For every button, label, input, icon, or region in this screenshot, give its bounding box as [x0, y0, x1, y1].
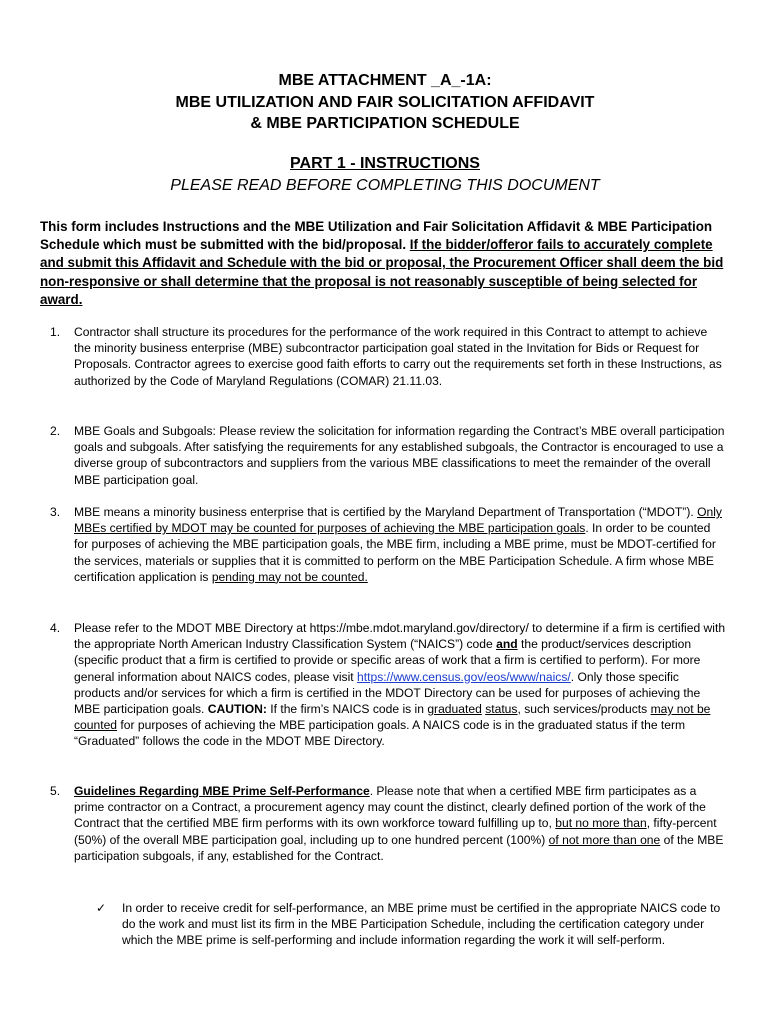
item-number: 1.: [50, 325, 61, 339]
instruction-item-5: [50, 783, 726, 864]
intro-warning: If the bidder/offeror fails to accurately complete and submit this Affidavit and Schedule with the bid or proposal, the Procurement Officer shall deem the bid non-responsive or shall determine that the proposal is not reasonably susceptible of being selected for award.: [40, 237, 724, 307]
item-text-underlined: Only MBEs certified by MDOT may be counted for purposes of achieving the MBE participation goals: [74, 505, 722, 536]
item-text-underlined: of not more than one: [548, 832, 661, 847]
part-heading: [0, 153, 770, 174]
instruction-item-2: [50, 423, 726, 488]
schedule-title: & MBE PARTICIPATION SCHEDULE: [250, 115, 520, 132]
caution-label: CAUTION:: [207, 702, 267, 717]
item-number: 4.: [50, 621, 61, 635]
item-text-part: Please refer to the MDOT MBE Directory at https://mbe.mdot.maryland.gov/directory/ to determine if a firm is certified with the appropriate North American Industry Classification System (“NAICS”) code: [74, 621, 726, 652]
item-text-underlined: graduated: [427, 702, 482, 717]
affidavit-title: MBE UTILIZATION AND FAIR SOLICITATION AFFIDAVIT: [175, 94, 595, 111]
checkmark-icon: ✓: [96, 901, 107, 915]
item-heading: Guidelines Regarding MBE Prime Self-Performance: [74, 784, 370, 798]
subtitle: PLEASE READ BEFORE COMPLETING THIS DOCUMENT: [170, 177, 600, 194]
intro-paragraph: [40, 218, 730, 309]
part-heading-text: PART 1 - INSTRUCTIONS: [290, 155, 480, 172]
item-text: [74, 504, 726, 585]
item-number: 5.: [50, 784, 61, 798]
item-text-part: If the firm’s NAICS code is in: [266, 702, 428, 717]
item-text-part: of the MBE participation subgoals, if any, established for the Contract.: [74, 832, 724, 863]
item-text-part: the product/services description (specific product that a firm is certified to provide or specific areas of work that a firm is certified to perform). For more general information about NAICS codes, please visit: [74, 637, 701, 684]
attachment-title: MBE ATTACHMENT _A_-1A:: [278, 72, 492, 89]
item-text-part: . Only those specific products and/or services for which a firm is certified in the MDOT Directory can be used for purposes of achieving the MBE participation goals.: [74, 669, 701, 717]
item-text-part: for purposes of achieving the MBE participation goals. A NAICS code is in the graduated status if the term “Graduated” follows the code in the MDOT MBE Directory.: [74, 718, 686, 749]
item-text-underlined: may not be counted: [74, 702, 711, 733]
item-number: 3.: [50, 505, 61, 519]
checklist-text: In order to receive credit for self-performance, an MBE prime must be certified in the appropriate NAICS code to do the work and must list its firm in the MBE Participation Schedule, including the certification category under which the MBE prime is self-performing and include information regarding the work it will self-perform.: [122, 901, 721, 948]
instruction-item-3: [50, 504, 726, 585]
item-text-part: MBE means a minority business enterprise that is certified by the Maryland Department of Transportation (“MDOT”).: [74, 505, 698, 519]
naics-link[interactable]: https://www.census.gov/eos/www/naics/: [357, 669, 571, 684]
item-text: MBE Goals and Subgoals: Please review the solicitation for information regarding the Contract’s MBE overall participation goals and subgoals. After satisfying the requirements for any established subgoals, the Contractor is encouraged to use a diverse group of subcontractors and suppliers from the various MBE classifications to meet the remainder of the overall MBE participation goal.: [74, 424, 725, 487]
item-text: [74, 783, 726, 864]
instruction-item-4: [50, 620, 726, 750]
item-text: Contractor shall structure its procedures for the performance of the work required in this Contract to attempt to achieve the minority business enterprise (MBE) subcontractor participation goal stated in the Invitation for Bids or Request for Proposals. Contractor agrees to exercise good faith efforts to carry out the requirements set forth in these Instructions, as authorized by the Code of Maryland Regulations (COMAR) 21.11.03.: [74, 325, 722, 388]
item-text-part: . Please note that when a certified MBE firm participates as a prime contractor on a Contract, a procurement agency may count the distinct, clearly defined portion of the work of the Contract that the certified MBE firm performs with its own workforce toward fulfilling up to,: [74, 784, 706, 831]
item-text-part: , such services/products: [517, 702, 651, 717]
instruction-item-1: [50, 324, 726, 389]
item-text-underlined: pending may not be counted.: [211, 569, 368, 584]
item-text-part: . In order to be counted for purposes of achieving the MBE participation goals, the MBE firm, including a MBE prime, must be MDOT-certified for the services, materials or supplies that it is committed to perform on the MBE Participation Schedule. A firm whose MBE certification application is: [74, 521, 716, 584]
item-text: [74, 620, 726, 750]
item-text-part: , fifty-percent (50%) of the overall MBE participation goal, including up to one hundred percent (100%): [74, 816, 717, 847]
item-text-underlined: but no more than: [555, 816, 647, 831]
item-number: 2.: [50, 424, 61, 438]
item-text-emphasis: and: [496, 637, 518, 652]
item-text-underlined: status: [485, 702, 518, 717]
intro-text: This form includes Instructions and the MBE Utilization and Fair Solicitation Affidavit & MBE Participation Schedule which must be submitted with the bid/proposal.: [40, 219, 713, 253]
checklist-item: [96, 900, 726, 949]
